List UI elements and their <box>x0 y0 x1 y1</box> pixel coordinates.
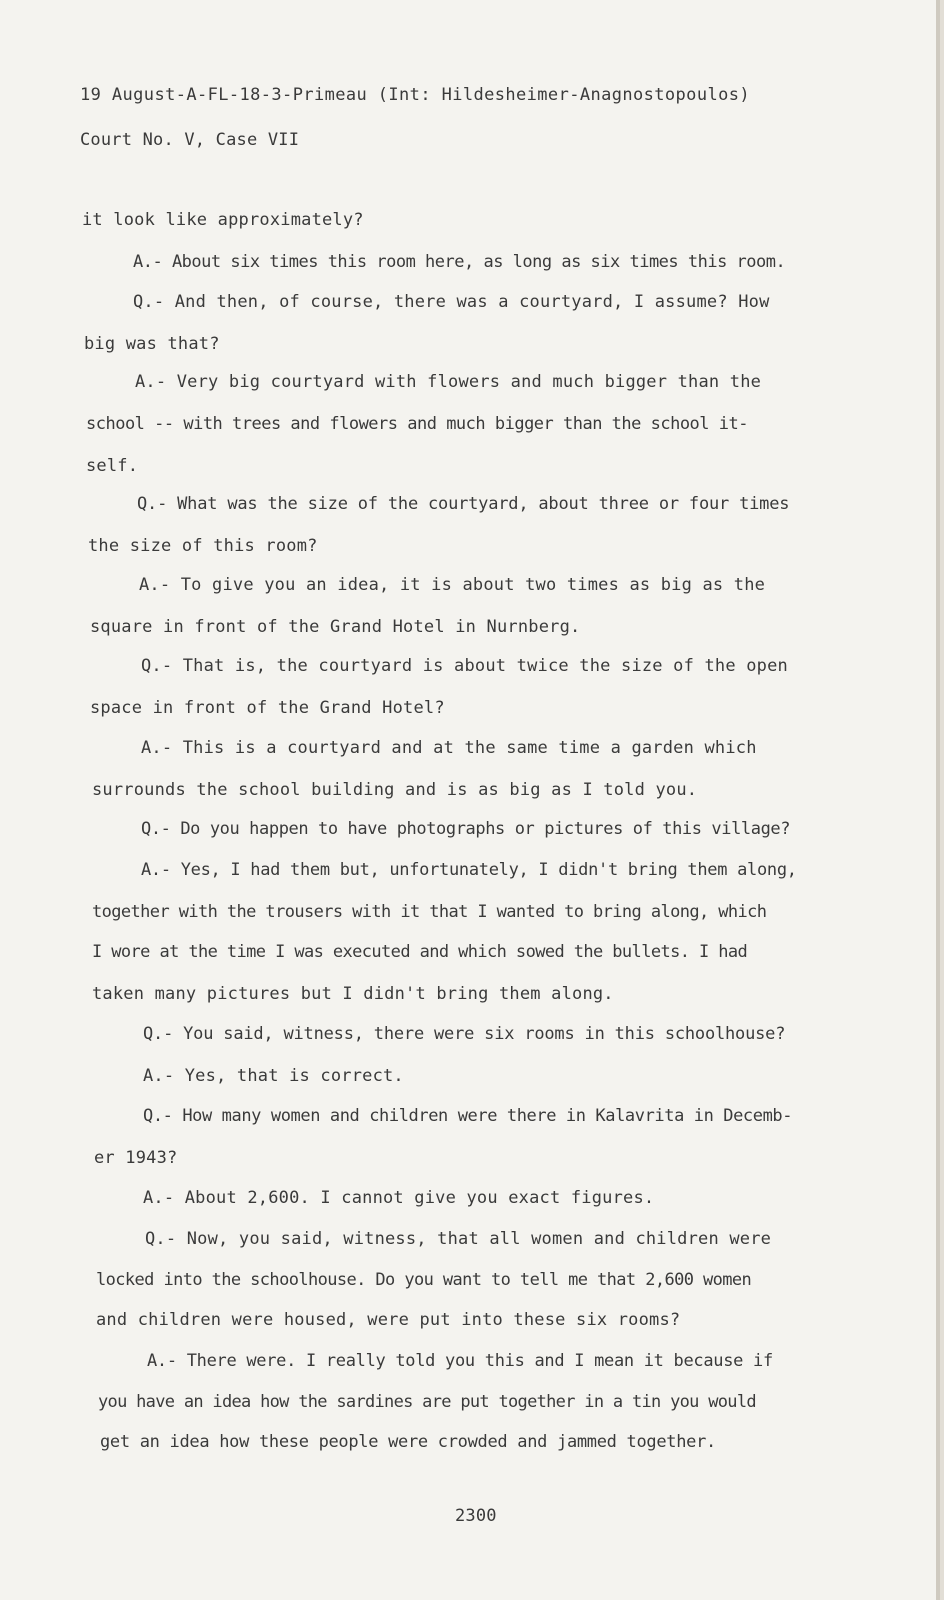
transcript-line: space in front of the Grand Hotel? <box>90 698 445 718</box>
transcript-line: surrounds the school building and is as big as I told you. <box>92 780 698 800</box>
transcript-line: A.- This is a courtyard and at the same time a garden which <box>141 738 757 758</box>
transcript-line: together with the trousers with it that I wanted to bring along, which <box>92 902 767 922</box>
transcript-line: square in front of the Grand Hotel in Nurnberg. <box>90 617 581 637</box>
transcript-line: A.- About 2,600. I cannot give you exact figures. <box>143 1188 655 1208</box>
transcript-line: school -- with trees and flowers and much bigger than the school it- <box>86 414 748 434</box>
transcript-line: A.- There were. I really told you this and I mean it because if <box>147 1351 773 1371</box>
transcript-line: the size of this room? <box>88 536 318 556</box>
transcript-line: A.- Yes, I had them but, unfortunately, I didn't bring them along, <box>141 860 797 880</box>
transcript-line: A.- About six times this room here, as long as six times this room. <box>133 252 786 272</box>
transcript-line: big was that? <box>84 334 220 354</box>
transcript-line: Q.- That is, the courtyard is about twice the size of the open <box>141 656 788 676</box>
transcript-line: Q.- How many women and children were there in Kalavrita in Decemb- <box>143 1106 793 1126</box>
transcript-line: Q.- You said, witness, there were six rooms in this schoolhouse? <box>143 1024 786 1044</box>
transcript-line: and children were housed, were put into these six rooms? <box>96 1310 681 1330</box>
transcript-line: A.- Yes, that is correct. <box>143 1066 404 1086</box>
header-court: Court No. V, Case VII <box>80 130 300 150</box>
transcript-line: Q.- And then, of course, there was a courtyard, I assume? How <box>133 292 770 312</box>
transcript-line: I wore at the time I was executed and which sowed the bullets. I had <box>92 942 748 962</box>
page-number: 2300 <box>455 1506 497 1526</box>
transcript-line: A.- To give you an idea, it is about two times as big as the <box>139 575 766 595</box>
transcript-line: locked into the schoolhouse. Do you want to tell me that 2,600 women <box>96 1270 752 1290</box>
transcript-line: A.- Very big courtyard with flowers and much bigger than the <box>135 372 762 392</box>
transcript-line: Q.- What was the size of the courtyard, about three or four times <box>137 494 790 514</box>
transcript-line: taken many pictures but I didn't bring them along. <box>92 984 614 1004</box>
transcript-line: self. <box>86 456 139 476</box>
transcript-line: get an idea how these people were crowded and jammed together. <box>100 1432 716 1452</box>
header-caption: 19 August-A-FL-18-3-Primeau (Int: Hildesheimer-Anagnostopoulos) <box>80 85 750 105</box>
transcript-line: Q.- Do you happen to have photographs or pictures of this village? <box>141 819 791 839</box>
transcript-line: Q.- Now, you said, witness, that all women and children were <box>145 1229 772 1249</box>
transcript-line: er 1943? <box>94 1148 178 1168</box>
transcript-line: you have an idea how the sardines are put together in a tin you would <box>98 1392 756 1412</box>
transcript-line: it look like approximately? <box>82 210 364 230</box>
